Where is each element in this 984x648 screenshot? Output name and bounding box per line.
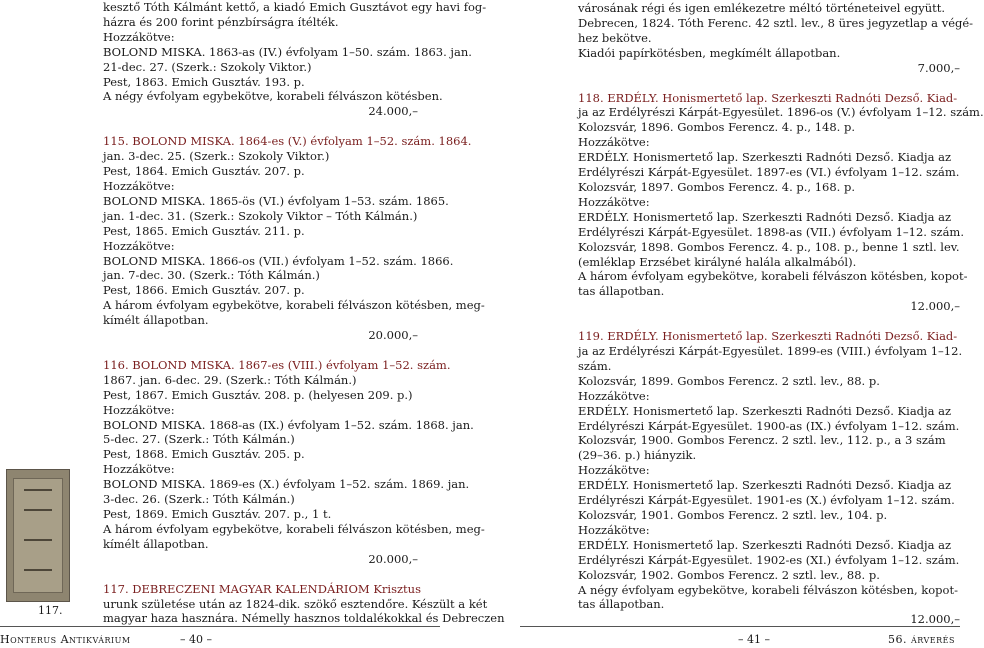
right-column bbox=[578, 1, 984, 627]
entry-line: jan. 7-dec. 30. (Szerk.: Tóth Kálmán.) bbox=[103, 268, 320, 283]
entry-line: BOLOND MISKA. 1865-ös (VI.) évfolyam 1–53. szám. 1865. bbox=[103, 193, 449, 208]
entry-line: A három évfolyam egybekötve, korabeli félvászon kötésben, kopot- bbox=[578, 269, 968, 284]
entry-price: 12.000,– bbox=[910, 612, 960, 627]
entry-line: ja az Erdélyrészi Kárpát-Egyesület. 1896-os (V.) évfolyam 1–12. szám. bbox=[578, 105, 984, 120]
entry-price: 12.000,– bbox=[910, 299, 960, 314]
entry-line: Debrecen, 1824. Tóth Ferenc. 42 sztl. lev., 8 üres jegyzetlap a végé- bbox=[578, 15, 974, 30]
entry-line: ja az Erdélyrészi Kárpát-Egyesület. 1899-es (VIII.) évfolyam 1–12. bbox=[578, 344, 963, 359]
entry-line: Hozzákötve: bbox=[103, 238, 175, 253]
entry-line: Hozzákötve: bbox=[578, 135, 650, 150]
entry-line: hez bekötve. bbox=[578, 30, 652, 45]
entry-line: (emléklap Erzsébet királyné halála alkalmából). bbox=[578, 254, 857, 269]
entry-price: 7.000,– bbox=[917, 60, 960, 75]
entry-line: Kolozsvár, 1900. Gombos Ferencz. 2 sztl. lev., 112. p., a 3 szám bbox=[578, 433, 946, 448]
entry-line: Pest, 1865. Emich Gusztáv. 211. p. bbox=[103, 223, 305, 238]
entry-heading-line: 118. ERDÉLY. Honismertető lap. Szerkeszti Radnóti Dezső. Kiad- bbox=[578, 90, 958, 105]
footer-page-right: – 41 – bbox=[738, 633, 770, 646]
entry-price: 24.000,– bbox=[368, 104, 418, 119]
entry-line: magyar haza hasznára. Némelly hasznos toldalékokkal és Debreczen bbox=[103, 611, 505, 626]
entry-heading-line: 119. ERDÉLY. Honismertető lap. Szerkeszti Radnóti Dezső. Kiad- bbox=[578, 329, 958, 344]
entry-line: Kolozsvár, 1898. Gombos Ferencz. 4. p., 108. p., benne 1 sztl. lev. bbox=[578, 239, 960, 254]
entry-line: Erdélyrészi Kárpát-Egyesület. 1901-es (X.) évfolyam 1–12. szám. bbox=[578, 493, 955, 508]
entry-line: Hozzákötve: bbox=[578, 194, 650, 209]
entry-line: városának régi és igen emlékezetre méltó történeteivel együtt. bbox=[578, 1, 946, 15]
entry-line: Pest, 1864. Emich Gusztáv. 207. p. bbox=[103, 164, 305, 179]
entry-line: ERDÉLY. Honismertető lap. Szerkeszti Radnóti Dezső. Kiadja az bbox=[578, 478, 952, 493]
entry-gap bbox=[103, 119, 418, 134]
entry-line: A három évfolyam egybekötve, korabeli félvászon kötésben, meg- bbox=[103, 521, 485, 536]
entry-price: 20.000,– bbox=[368, 328, 418, 343]
left-column bbox=[103, 0, 505, 626]
entry-line: kesztő Tóth Kálmánt kettő, a kiadó Emich Gusztávot egy havi fog- bbox=[103, 0, 487, 14]
entry-price: 20.000,– bbox=[368, 551, 418, 566]
entry-line: Hozzákötve: bbox=[103, 29, 175, 44]
entry-line: urunk születése után az 1824-dik. szökő esztendőre. Készült a két bbox=[103, 596, 488, 611]
footer-auction: 56. árverés bbox=[888, 633, 955, 646]
entry-line: Kolozsvár, 1899. Gombos Ferencz. 2 sztl. lev., 88. p. bbox=[578, 373, 880, 388]
entry-line: 3-dec. 26. (Szerk.: Tóth Kálmán.) bbox=[103, 492, 295, 507]
entry-line: Kolozsvár, 1896. Gombos Ferencz. 4. p., 148. p. bbox=[578, 120, 856, 135]
entry-line: tas állapotban. bbox=[578, 284, 665, 299]
entry-line: Pest, 1866. Emich Gusztáv. 207. p. bbox=[103, 283, 305, 298]
entry-line: Kolozsvár, 1901. Gombos Ferencz. 2 sztl. lev., 104. p. bbox=[578, 508, 888, 522]
entry-line: kímélt állapotban. bbox=[103, 536, 209, 551]
entry-line: 5-dec. 27. (Szerk.: Tóth Kálmán.) bbox=[103, 432, 295, 447]
entry-line: ERDÉLY. Honismertető lap. Szerkeszti Radnóti Dezső. Kiadja az bbox=[578, 150, 952, 165]
entry-gap bbox=[578, 314, 960, 329]
entry-line: Kiadói papírkötésben, megkímélt állapotban. bbox=[578, 45, 841, 60]
entry-line: BOLOND MISKA. 1868-as (IX.) évfolyam 1–52. szám. 1868. jan. bbox=[103, 417, 474, 432]
entry-line: (29–36. p.) hiányzik. bbox=[578, 448, 697, 463]
entry-line: Pest, 1867. Emich Gusztáv. 208. p. (helyesen 209. p.) bbox=[103, 387, 413, 402]
entry-heading-line: 117. DEBRECZENI MAGYAR KALENDÁRIOM Krisztus bbox=[103, 581, 421, 596]
footer-rule-right bbox=[520, 626, 960, 627]
entry-line: 21-dec. 27. (Szerk.: Szokoly Viktor.) bbox=[103, 59, 312, 74]
entry-line: A négy évfolyam egybekötve, korabeli félvászon kötésben. bbox=[103, 89, 443, 104]
entry-line: ERDÉLY. Honismertető lap. Szerkeszti Radnóti Dezső. Kiadja az bbox=[578, 537, 952, 552]
entry-line: Pest, 1863. Emich Gusztáv. 193. p. bbox=[103, 74, 305, 89]
entry-line: Hozzákötve: bbox=[103, 178, 175, 193]
entry-line: ERDÉLY. Honismertető lap. Szerkeszti Radnóti Dezső. Kiadja az bbox=[578, 403, 952, 418]
entry-heading-line: 115. BOLOND MISKA. 1864-es (V.) évfolyam 1–52. szám. 1864. bbox=[103, 134, 472, 149]
entry-line: Hozzákötve: bbox=[103, 462, 175, 477]
entry-line: házra és 200 forint pénzbírságra ítélték. bbox=[103, 14, 339, 29]
image-caption-number: 117. bbox=[38, 604, 63, 617]
entry-line: Erdélyrészi Kárpát-Egyesület. 1902-es (XI.) évfolyam 1–12. szám. bbox=[578, 552, 960, 567]
entry-line: Erdélyrészi Kárpát-Egyesület. 1900-as (IX.) évfolyam 1–12. szám. bbox=[578, 418, 960, 433]
entry-line: Erdélyrészi Kárpát-Egyesület. 1897-es (VI.) évfolyam 1–12. szám. bbox=[578, 165, 960, 180]
entry-line: BOLOND MISKA. 1863-as (IV.) évfolyam 1–50. szám. 1863. jan. bbox=[103, 44, 472, 59]
entry-line: szám. bbox=[578, 358, 612, 373]
entry-line: Pest, 1868. Emich Gusztáv. 205. p. bbox=[103, 447, 305, 462]
entry-line: jan. 1-dec. 31. (Szerk.: Szokoly Viktor – Tóth Kálmán.) bbox=[103, 208, 418, 223]
entry-line: BOLOND MISKA. 1866-os (VII.) évfolyam 1–52. szám. 1866. bbox=[103, 253, 454, 268]
entry-line: Hozzákötve: bbox=[578, 522, 650, 537]
entry-line: ERDÉLY. Honismertető lap. Szerkeszti Radnóti Dezső. Kiadja az bbox=[578, 209, 952, 224]
entry-line: A három évfolyam egybekötve, korabeli félvászon kötésben, meg- bbox=[103, 298, 485, 313]
entry-line: jan. 3-dec. 25. (Szerk.: Szokoly Viktor.) bbox=[103, 149, 330, 164]
entry-line: Hozzákötve: bbox=[578, 388, 650, 403]
footer-rule-left bbox=[0, 626, 440, 627]
entry-gap bbox=[103, 567, 418, 582]
entry-line: BOLOND MISKA. 1869-es (X.) évfolyam 1–52. szám. 1869. jan. bbox=[103, 477, 470, 492]
calendar-book-image bbox=[6, 469, 70, 602]
entry-line: Hozzákötve: bbox=[578, 463, 650, 478]
footer-publisher: Honterus Antikvárium bbox=[0, 633, 131, 646]
footer-page-left: – 40 – bbox=[180, 633, 212, 646]
entry-gap bbox=[578, 76, 960, 91]
entry-line: Hozzákötve: bbox=[103, 402, 175, 417]
entry-line: A négy évfolyam egybekötve, korabeli félvászon kötésben, kopot- bbox=[578, 582, 958, 597]
entry-line: tas állapotban. bbox=[578, 597, 665, 612]
entry-line: 1867. jan. 6-dec. 29. (Szerk.: Tóth Kálmán.) bbox=[103, 372, 357, 387]
entry-line: Erdélyrészi Kárpát-Egyesület. 1898-as (VII.) évfolyam 1–12. szám. bbox=[578, 224, 964, 239]
entry-line: Pest, 1869. Emich Gusztáv. 207. p., 1 t. bbox=[103, 507, 332, 521]
entry-line: kímélt állapotban. bbox=[103, 313, 209, 328]
entry-line: Kolozsvár, 1902. Gombos Ferencz. 2 sztl. lev., 88. p. bbox=[578, 567, 880, 582]
entry-heading-line: 116. BOLOND MISKA. 1867-es (VIII.) évfolyam 1–52. szám. bbox=[103, 357, 451, 372]
entry-line: Kolozsvár, 1897. Gombos Ferencz. 4. p., 168. p. bbox=[578, 179, 856, 194]
entry-gap bbox=[103, 343, 418, 358]
